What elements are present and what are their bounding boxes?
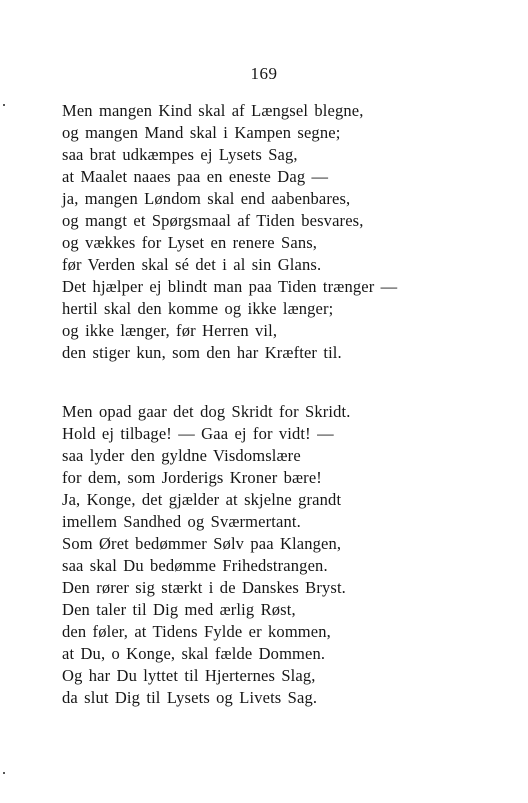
- verse-line: og mangt et Spørgsmaal af Tiden besvares,: [62, 211, 364, 230]
- verse-line: ja, mangen Løndom skal end aabenbares,: [62, 189, 351, 208]
- stanza-1: [62, 100, 397, 364]
- verse-line: og mangen Mand skal i Kampen segne;: [62, 123, 341, 142]
- verse-line: Den rører sig stærkt i de Danskes Bryst.: [62, 578, 346, 597]
- margin-speck: [3, 772, 5, 774]
- verse-line: at Maalet naaes paa en eneste Dag —: [62, 167, 329, 186]
- stanza-2: [62, 401, 351, 709]
- verse-line: den føler, at Tidens Fylde er kommen,: [62, 622, 331, 641]
- verse-line: Hold ej tilbage! — Gaa ej for vidt! —: [62, 424, 334, 443]
- verse-line: Men mangen Kind skal af Længsel blegne,: [62, 101, 364, 120]
- verse-line: Som Øret bedømmer Sølv paa Klangen,: [62, 534, 342, 553]
- page-number: 169: [250, 64, 278, 83]
- verse-line: Og har Du lyttet til Hjerternes Slag,: [62, 666, 316, 685]
- verse-line: saa skal Du bedømme Frihedstrangen.: [62, 556, 328, 575]
- verse-line: imellem Sandhed og Sværmertant.: [62, 512, 301, 531]
- verse-line: hertil skal den komme og ikke længer;: [62, 299, 334, 318]
- verse-line: Den taler til Dig med ærlig Røst,: [62, 600, 296, 619]
- verse-line: Men opad gaar det dog Skridt for Skridt.: [62, 402, 351, 421]
- verse-line: den stiger kun, som den har Kræfter til.: [62, 343, 342, 362]
- verse-line: Ja, Konge, det gjælder at skjelne grandt: [62, 490, 342, 509]
- verse-line: at Du, o Konge, skal fælde Dommen.: [62, 644, 326, 663]
- verse-line: da slut Dig til Lysets og Livets Sag.: [62, 688, 318, 707]
- verse-line: for dem, som Jorderigs Kroner bære!: [62, 468, 322, 487]
- margin-speck: [3, 104, 5, 106]
- verse-line: og ikke længer, før Herren vil,: [62, 321, 278, 340]
- verse-line: og vækkes for Lyset en renere Sans,: [62, 233, 318, 252]
- verse-line: saa brat udkæmpes ej Lysets Sag,: [62, 145, 298, 164]
- verse-line: saa lyder den gyldne Visdomslære: [62, 446, 301, 465]
- verse-line: før Verden skal sé det i al sin Glans.: [62, 255, 322, 274]
- verse-line: Det hjælper ej blindt man paa Tiden trænger —: [62, 277, 398, 296]
